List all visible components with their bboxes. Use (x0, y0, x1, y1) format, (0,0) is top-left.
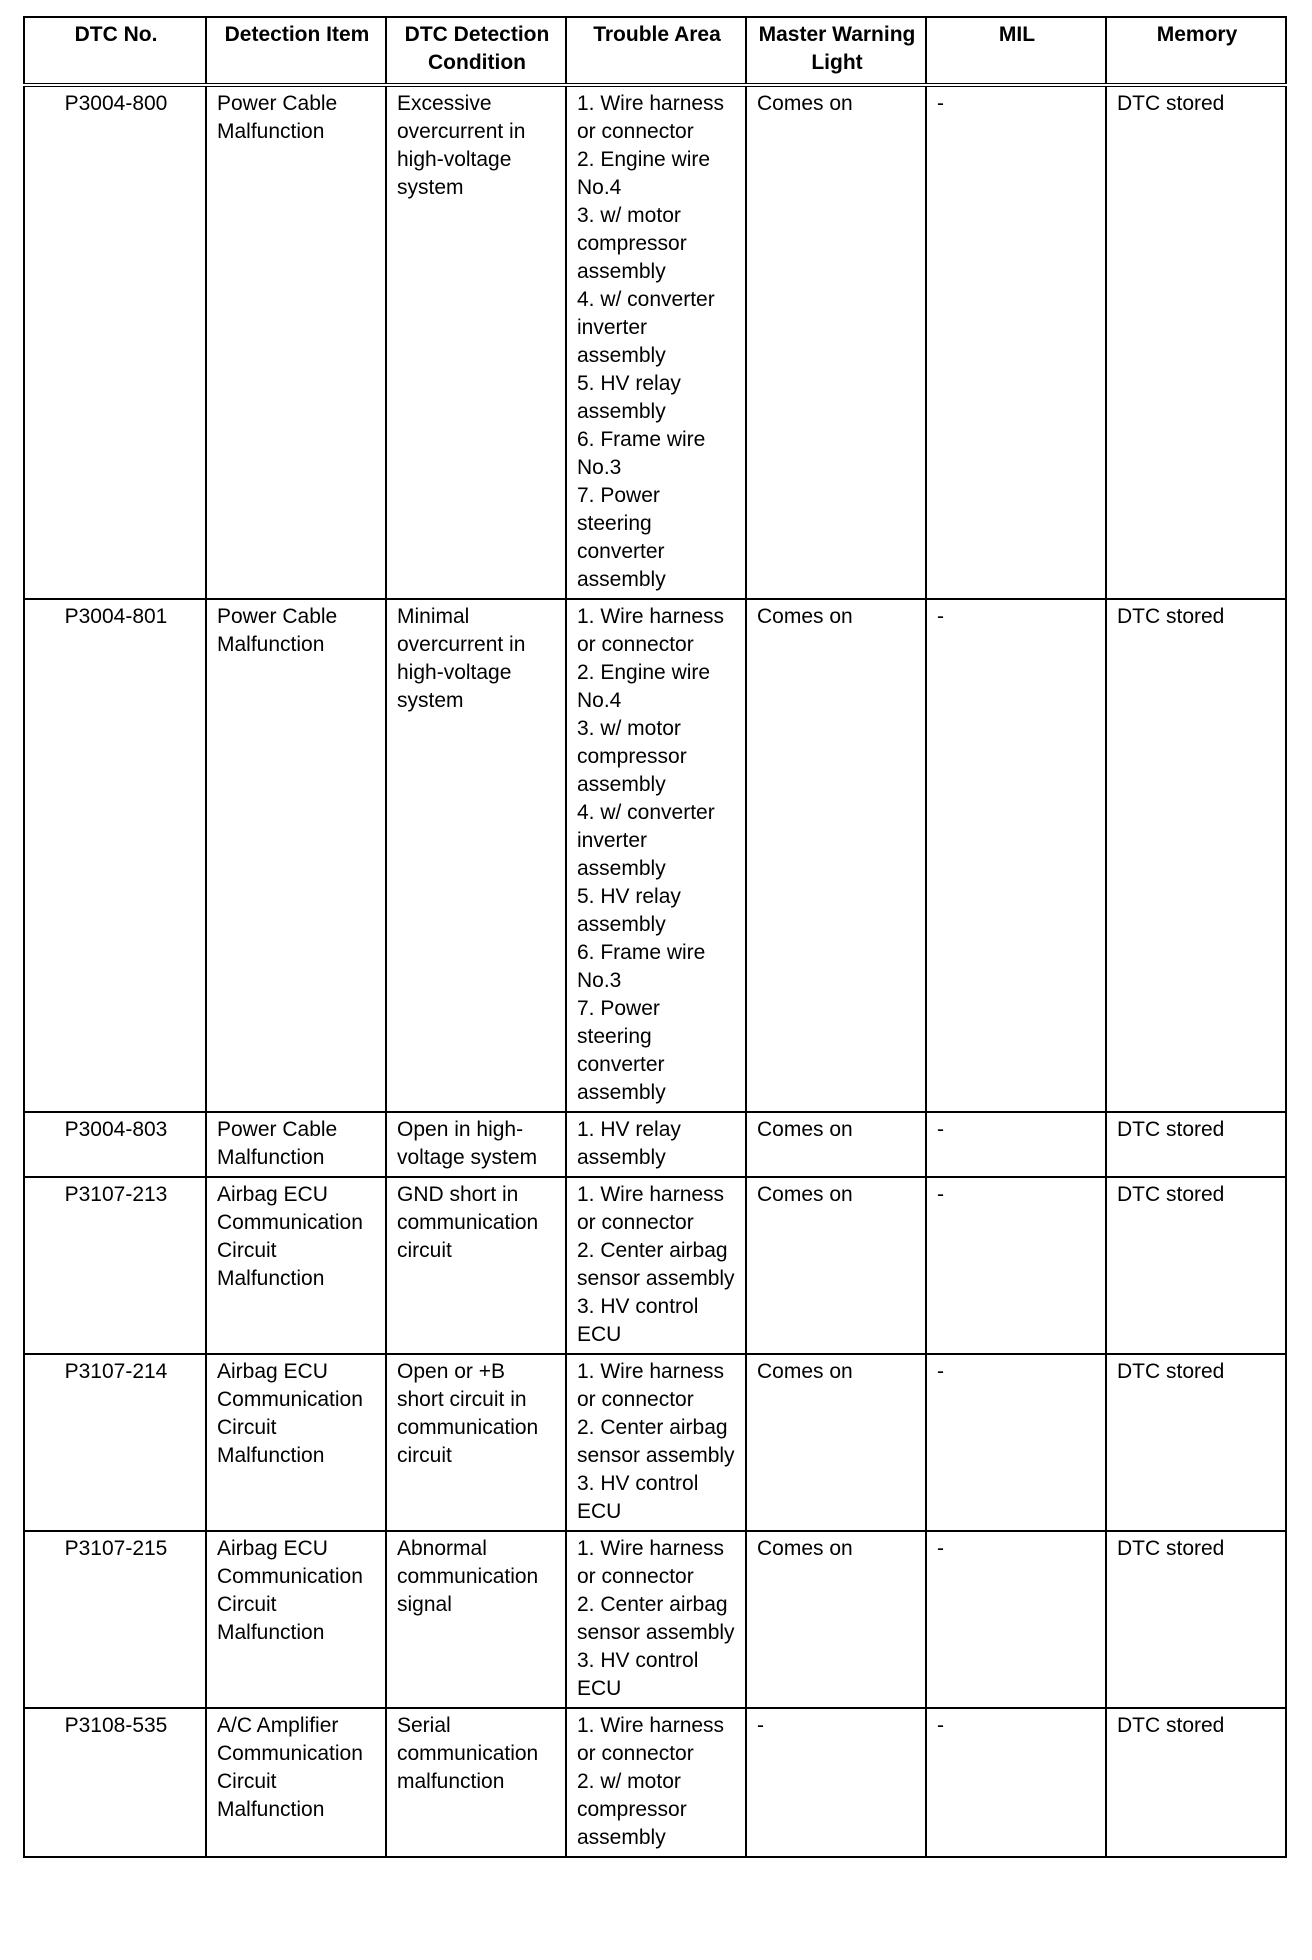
memory-cell: DTC stored (1106, 1354, 1286, 1531)
mil-cell: - (926, 1177, 1106, 1354)
mil-cell: - (926, 599, 1106, 1112)
detection-item-cell: Power Cable Malfunction (206, 1112, 386, 1177)
master-warning-cell: - (746, 1708, 926, 1857)
trouble-area-item: 1. Wire harness or connector (577, 1183, 725, 1234)
trouble-area-cell (566, 1112, 746, 1177)
table-row (24, 1531, 1286, 1708)
mil-cell: - (926, 85, 1106, 599)
trouble-area-list (577, 1535, 737, 1703)
table-row (24, 599, 1286, 1112)
trouble-area-cell (566, 1354, 746, 1531)
trouble-area-item: 3. HV control ECU (577, 1649, 699, 1700)
table-row (24, 1112, 1286, 1177)
header-detection-condition: DTC Detection Condition (386, 17, 566, 85)
detection-condition-cell: Abnormal communication signal (386, 1531, 566, 1708)
trouble-area-item: 4. w/ converter inverter assembly (577, 801, 715, 880)
detection-item-cell: Airbag ECU Communication Circuit Malfunction (206, 1177, 386, 1354)
detection-condition-cell: Open in high-voltage system (386, 1112, 566, 1177)
header-row (24, 17, 1286, 85)
dtc-code-cell: P3107-213 (24, 1177, 206, 1354)
trouble-area-list (577, 1116, 737, 1172)
dtc-code-cell: P3107-214 (24, 1354, 206, 1531)
header-master-warning-light: Master Warning Light (746, 17, 926, 85)
trouble-area-item: 2. Engine wire No.4 (577, 148, 711, 199)
mil-cell: - (926, 1354, 1106, 1531)
detection-condition-cell: Minimal overcurrent in high-voltage system (386, 599, 566, 1112)
memory-cell: DTC stored (1106, 1531, 1286, 1708)
trouble-area-list (577, 1712, 737, 1852)
dtc-table (23, 16, 1287, 1858)
memory-cell: DTC stored (1106, 1708, 1286, 1857)
trouble-area-item: 1. Wire harness or connector (577, 1537, 725, 1588)
table-body (24, 85, 1286, 1857)
trouble-area-item: 3. HV control ECU (577, 1295, 699, 1346)
trouble-area-list (577, 603, 737, 1107)
trouble-area-item: 2. Engine wire No.4 (577, 661, 711, 712)
detection-item-cell: Power Cable Malfunction (206, 599, 386, 1112)
memory-cell: DTC stored (1106, 1112, 1286, 1177)
trouble-area-item: 1. Wire harness or connector (577, 1360, 725, 1411)
trouble-area-item: 2. w/ motor compressor assembly (577, 1770, 687, 1849)
trouble-area-cell (566, 1531, 746, 1708)
table-row (24, 85, 1286, 599)
trouble-area-item: 1. Wire harness or connector (577, 605, 725, 656)
trouble-area-item: 3. w/ motor compressor assembly (577, 717, 687, 796)
master-warning-cell: Comes on (746, 1177, 926, 1354)
master-warning-cell: Comes on (746, 85, 926, 599)
trouble-area-list (577, 90, 737, 594)
memory-cell: DTC stored (1106, 1177, 1286, 1354)
detection-item-cell: Airbag ECU Communication Circuit Malfunction (206, 1531, 386, 1708)
dtc-code-cell: P3004-800 (24, 85, 206, 599)
header-dtc-no: DTC No. (24, 17, 206, 85)
trouble-area-cell (566, 599, 746, 1112)
trouble-area-item: 1. Wire harness or connector (577, 1714, 725, 1765)
mil-cell: - (926, 1112, 1106, 1177)
memory-cell: DTC stored (1106, 599, 1286, 1112)
mil-cell: - (926, 1531, 1106, 1708)
trouble-area-cell (566, 85, 746, 599)
dtc-code-cell: P3004-801 (24, 599, 206, 1112)
table-row (24, 1708, 1286, 1857)
trouble-area-cell (566, 1177, 746, 1354)
trouble-area-item: 4. w/ converter inverter assembly (577, 288, 715, 367)
trouble-area-list (577, 1181, 737, 1349)
trouble-area-item: 2. Center airbag sensor assembly (577, 1239, 735, 1290)
trouble-area-item: 7. Power steering converter assembly (577, 484, 666, 591)
trouble-area-item: 6. Frame wire No.3 (577, 428, 706, 479)
detection-condition-cell: Open or +B short circuit in communication circuit (386, 1354, 566, 1531)
trouble-area-item: 6. Frame wire No.3 (577, 941, 706, 992)
trouble-area-item: 2. Center airbag sensor assembly (577, 1593, 735, 1644)
trouble-area-item: 1. HV relay assembly (577, 1118, 681, 1169)
detection-condition-cell: Serial communication malfunction (386, 1708, 566, 1857)
dtc-code-cell: P3108-535 (24, 1708, 206, 1857)
dtc-code-cell: P3107-215 (24, 1531, 206, 1708)
master-warning-cell: Comes on (746, 599, 926, 1112)
header-trouble-area: Trouble Area (566, 17, 746, 85)
detection-item-cell: A/C Amplifier Communication Circuit Malfunction (206, 1708, 386, 1857)
master-warning-cell: Comes on (746, 1354, 926, 1531)
header-memory: Memory (1106, 17, 1286, 85)
header-mil: MIL (926, 17, 1106, 85)
dtc-code-cell: P3004-803 (24, 1112, 206, 1177)
trouble-area-item: 5. HV relay assembly (577, 372, 681, 423)
detection-item-cell: Power Cable Malfunction (206, 85, 386, 599)
detection-item-cell: Airbag ECU Communication Circuit Malfunction (206, 1354, 386, 1531)
detection-condition-cell: Excessive overcurrent in high-voltage system (386, 85, 566, 599)
trouble-area-item: 3. w/ motor compressor assembly (577, 204, 687, 283)
table-header (24, 17, 1286, 85)
trouble-area-item: 5. HV relay assembly (577, 885, 681, 936)
detection-condition-cell: GND short in communication circuit (386, 1177, 566, 1354)
trouble-area-item: 1. Wire harness or connector (577, 92, 725, 143)
trouble-area-item: 7. Power steering converter assembly (577, 997, 666, 1104)
trouble-area-item: 2. Center airbag sensor assembly (577, 1416, 735, 1467)
trouble-area-item: 3. HV control ECU (577, 1472, 699, 1523)
master-warning-cell: Comes on (746, 1112, 926, 1177)
master-warning-cell: Comes on (746, 1531, 926, 1708)
table-row (24, 1354, 1286, 1531)
mil-cell: - (926, 1708, 1106, 1857)
trouble-area-cell (566, 1708, 746, 1857)
trouble-area-list (577, 1358, 737, 1526)
memory-cell: DTC stored (1106, 85, 1286, 599)
header-detection-item: Detection Item (206, 17, 386, 85)
table-row (24, 1177, 1286, 1354)
